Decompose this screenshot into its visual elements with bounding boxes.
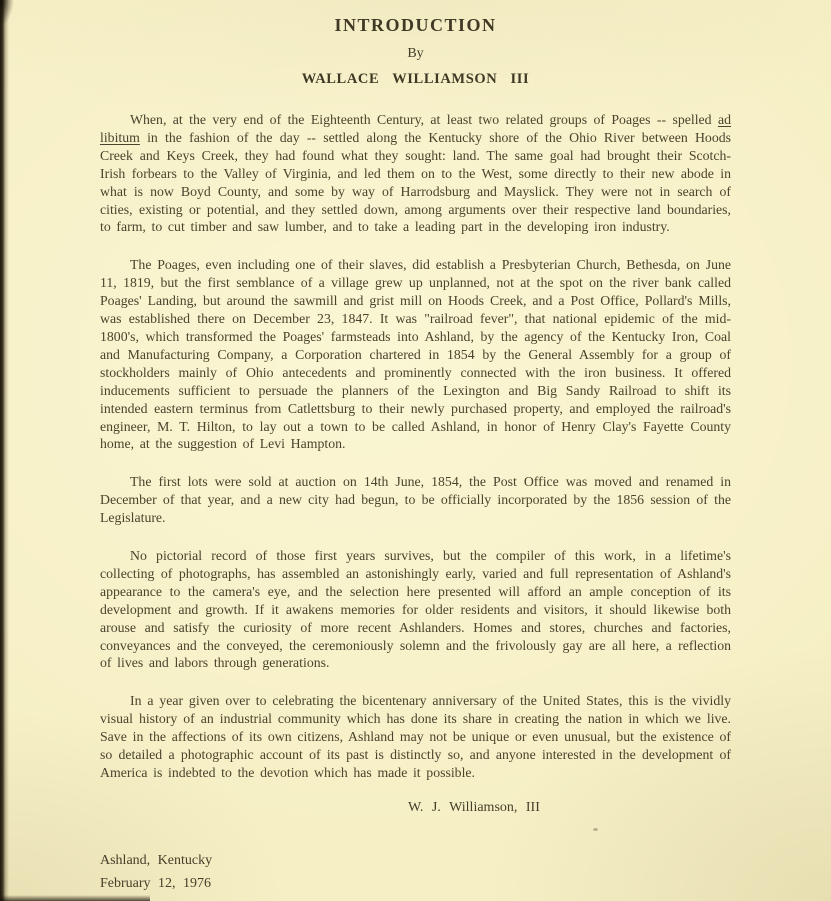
paragraph-text: in the fashion of the day -- settled along the Kentucky shore of the Ohio River between Hoods Creek and Keys Creek, they had found what they sought: land. The same goal had brought their Scotch-Irish forbears to the Valley of Virginia, and led them on to the West, some directly to their new abode in what is now Boyd County, and some by way of Harrodsburg and Mayslick. They were not in search of cities, existing or potential, and they settled down, among arguments over their respective land boundaries, to farm, to cut timber and saw lumber, and to take a leading part in the developing iron industry. — [100, 129, 731, 235]
paragraph: In a year given over to celebrating the bicentenary anniversary of the United States, this is the vividly visual history of an industrial community which has done its share in creating the nation in which we live. Save in the affections of its own citizens, Ashland may not be unique or even unusual, but the existence of so detailed a photographic account of its past is distinctly so, and anyone interested in the development of America is indebted to the devotion which has made it possible. — [100, 693, 731, 780]
page-title: INTRODUCTION — [334, 15, 497, 35]
paragraph: The Poages, even including one of their slaves, did establish a Presbyterian Church, Bethesda, on June 11, 1819, but the first semblance of a village grew up unplanned, not at the spot on the river bank called Poages' Landing, but around the sawmill and grist mill on Hoods Creek, and a Post Office, Pollard's Mills, was established there on December 23, 1847. It was "railroad fever", that national epidemic of the mid-1800's, which transformed the Poages' farmsteads into Ashland, by the agency of the Kentucky Iron, Coal and Manufacturing Company, a Corporation chartered in 1854 by the General Assembly for a group of stockholders mainly of Ohio antecedents and prominently connected with the iron business. It offered inducements sufficient to persuade the planners of the Lexington and Big Sandy Railroad to shift its intended eastern terminus from Catlettsburg to their newly purchased property, and employed the railroad's engineer, M. T. Hilton, to lay out a town to be called Ashland, in honor of Henry Clay's Fayette County home, at the suggestion of Levi Hampton. — [100, 257, 731, 452]
footer-date: February 12, 1976 — [100, 876, 212, 891]
scan-edge-corner — [0, 0, 14, 26]
footer-place: Ashland, Kentucky — [100, 853, 213, 868]
paragraph: No pictorial record of those first years survives, but the compiler of this work, in a lifetime's collecting of photographs, has assembled an astonishingly early, varied and full representation of Ashland's appearance to the camera's eye, and the selection here presented will afford an ample conception of its development and growth. If it awakens memories for older residents and visitors, it should likewise both arouse and satisfy the curiosity of more recent Ashlanders. Homes and stores, churches and factories, conveyances and the conveyed, the ceremoniously solemn and the frivolously gay are all here, a reflection of lives and labors through generations. — [100, 548, 731, 671]
paragraph-text: When, at the very end of the Eighteenth Century, at least two related groups of Poages -- spelled — [130, 112, 718, 127]
author-name: WALLACE WILLIAMSON III — [301, 71, 530, 87]
underlined-phrase: ad libitum — [100, 112, 731, 145]
paragraph: The first lots were sold at auction on 14th June, 1854, the Post Office was moved and renamed in December of that year, and a new city had begun, to be officially incorporated by the 1856 session of the Legislature. — [100, 474, 731, 526]
scan-speck — [593, 828, 598, 831]
page-content — [100, 0, 731, 817]
paragraph — [100, 111, 731, 236]
scan-edge-bottom — [0, 895, 150, 901]
footer-block — [100, 849, 212, 895]
scan-edge-left — [0, 0, 9, 901]
signature-line: W. J. Williamson, III — [408, 799, 540, 815]
body-text — [100, 111, 731, 782]
byline: By — [407, 46, 424, 61]
